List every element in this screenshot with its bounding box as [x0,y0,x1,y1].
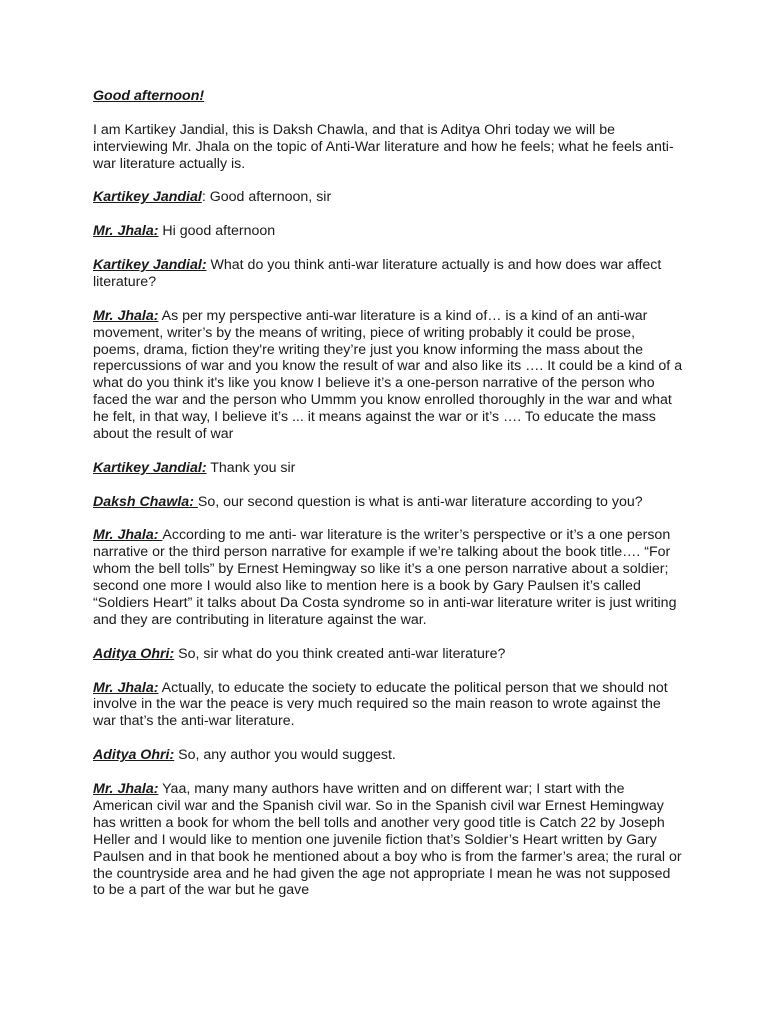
dialogue-text: So, our second question is what is anti-war literature according to you? [197,493,643,510]
speaker-name: Kartikey Jandial: [93,459,207,476]
dialogue-turn-3 [93,257,683,291]
dialogue-turn-7 [93,527,683,628]
dialogue-turn-6 [93,494,683,511]
dialogue-turn-1 [93,189,683,206]
speaker-name: Mr. Jhala: [93,679,159,696]
dialogue-turn-9 [93,680,683,731]
dialogue-text: : Good afternoon, sir [201,189,332,206]
dialogue-turn-2 [93,223,683,240]
dialogue-text: According to me anti- war literature is the writer’s perspective or it’s a one person narrative or the third person narrative for example if we’re talking about the book title…. “For whom the bell tolls” by Ernest Hemingway so like it’s a one person narrative about a soldier; second one more I would also like to mention here is a book by Gary Paulsen it’s called “Soldiers Heart” it talks about Da Costa syndrome so in anti-war literature writer is just writing and they are contributing in literature against the war. [93,527,677,628]
greeting-heading: Good afternoon! [93,88,205,104]
intro-paragraph: I am Kartikey Jandial, this is Daksh Chawla, and that is Aditya Ohri today we will be interviewing Mr. Jhala on the topic of Anti-War literature and how he feels; what he feels anti-war literature actually is. [93,121,674,172]
dialogue-text: So, any author you would suggest. [174,747,396,764]
document-page [93,88,683,916]
speaker-name: Aditya Ohri: [93,747,175,764]
dialogue-turn-5 [93,460,683,477]
dialogue-text: Yaa, many many authors have written and on different war; I start with the American civil war and the Spanish civil war. So in the Spanish civil war Ernest Hemingway has written a book for whom the bell tolls and another very good title is Catch 22 by Joseph Heller and I would like to mention one juvenile fiction that’s Soldier’s Heart written by Gary Paulsen and in that book he mentioned about a boy who is from the farmer’s area; the rural or the countryside area and he had given the age not appropriate I mean he was not supposed to be a part of the war but he gave [93,780,682,899]
dialogue-text: Hi good afternoon [158,223,276,240]
speaker-name: Kartikey Jandial [93,189,202,206]
dialogue-text: Actually, to educate the society to educate the political person that we should not involve in the war the peace is very much required so the main reason to wrote against the war that’s the anti-war literature. [93,679,668,730]
speaker-name: Daksh Chawla: [93,493,198,510]
speaker-name: Mr. Jhala: [93,223,159,240]
speaker-name: Mr. Jhala: [93,307,159,324]
speaker-name: Aditya Ohri: [93,645,175,662]
dialogue-text: So, sir what do you think created anti-war literature? [174,645,506,662]
speaker-name: Mr. Jhala: [93,527,163,544]
dialogue-text: What do you think anti-war literature actually is and how does war affect literature? [93,257,662,290]
dialogue-turn-10 [93,747,683,764]
dialogue-text: Thank you sir [206,459,296,476]
speaker-name: Kartikey Jandial: [93,257,207,273]
speaker-name: Mr. Jhala: [93,780,159,797]
dialogue-text: As per my perspective anti-war literature is a kind of… is a kind of an anti-war movement, writer’s by the means of writing, piece of writing probably it could be prose, poems, drama, fiction they're writing they’re just you know informing the mass about the repercussions of war and you know the result of war and also like its …. It could be a kind of a what do you think it's like you know I believe it’s a one-person narrative of the person who faced the war and the person who Ummm you know enrolled thoroughly in the war and what he felt, in that way, I believe it’s ... it means against the war or it’s …. To educate the mass about the result of war [93,307,683,443]
dialogue-turn-11 [93,781,683,899]
dialogue-turn-4 [93,308,683,443]
dialogue-turn-8 [93,646,683,663]
